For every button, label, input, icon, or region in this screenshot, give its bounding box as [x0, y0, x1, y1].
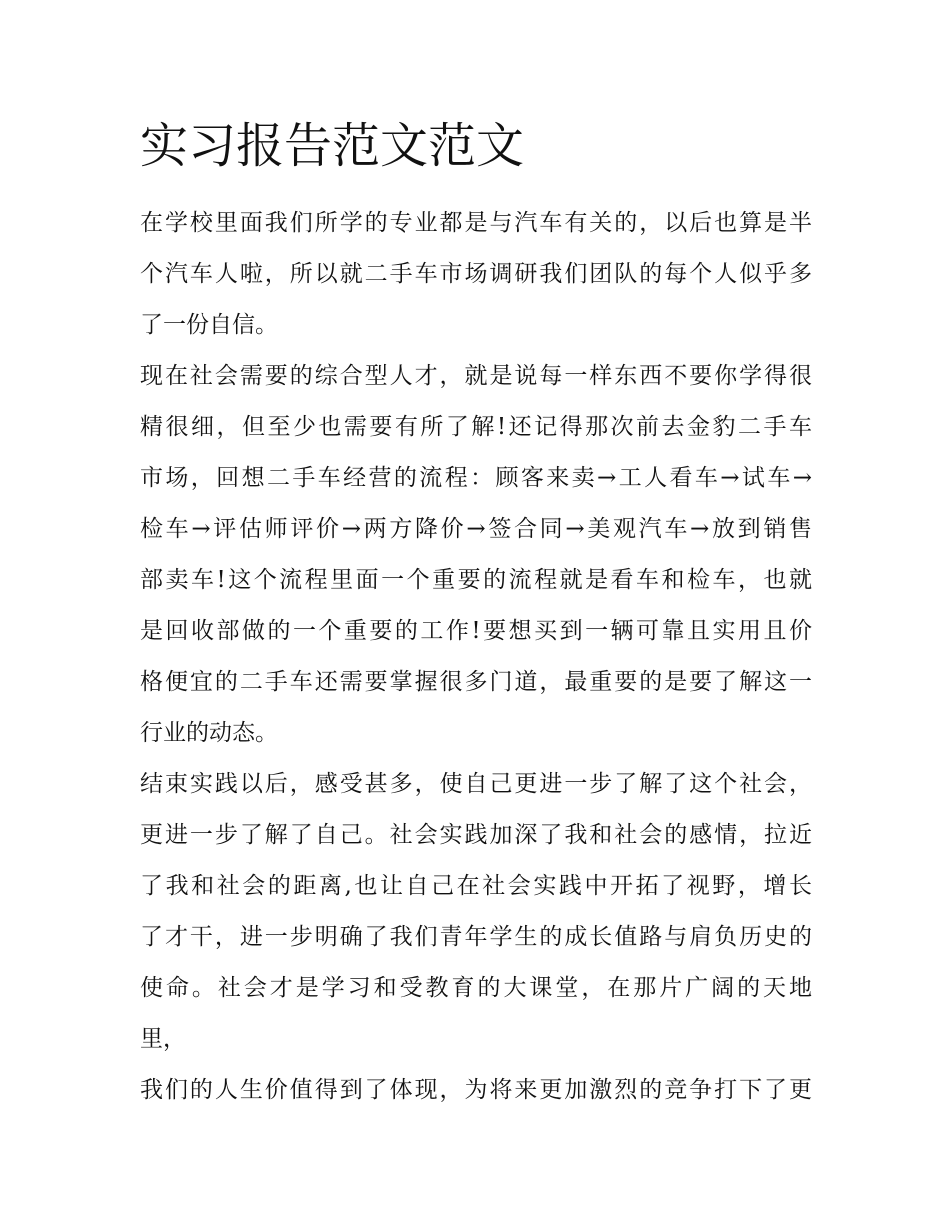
body-line: 行业的动态。 [140, 720, 278, 746]
body-line: 精很细，但至少也需要有所了解!还记得那次前去金豹二手车 [140, 414, 812, 440]
body-line: 检车→评估师评价→两方降价→签合同→美观汽车→放到销售 [140, 516, 812, 542]
body-line: 里， [140, 1026, 186, 1052]
document-body [140, 200, 812, 1118]
document-title: 实习报告范文范文 [140, 118, 525, 174]
body-line: 了才干，进一步明确了我们青年学生的成长值路与肩负历史的 [140, 924, 812, 950]
body-line: 现在社会需要的综合型人才，就是说每一样东西不要你学得很 [140, 363, 812, 389]
body-line: 了我和社会的距离,也让自己在社会实践中开拓了视野，增长 [140, 873, 812, 899]
body-line: 是回收部做的一个重要的工作!要想买到一辆可靠且实用且价 [140, 618, 812, 644]
body-line: 结束实践以后，感受甚多，使自己更进一步了解了这个社会， [140, 771, 812, 797]
body-line: 市场，回想二手车经营的流程：顾客来卖→工人看车→试车→ [140, 465, 812, 491]
body-line: 使命。社会才是学习和受教育的大课堂，在那片广阔的天地 [140, 975, 812, 1001]
body-line: 更进一步了解了自己。社会实践加深了我和社会的感情，拉近 [140, 822, 812, 848]
body-line: 个汽车人啦，所以就二手车市场调研我们团队的每个人似乎多 [140, 261, 812, 287]
body-line: 部卖车!这个流程里面一个重要的流程就是看车和检车，也就 [140, 567, 812, 593]
body-line: 格便宜的二手车还需要掌握很多门道，最重要的是要了解这一 [140, 669, 812, 695]
body-line: 在学校里面我们所学的专业都是与汽车有关的，以后也算是半 [140, 210, 812, 236]
body-line: 了一份自信。 [140, 312, 278, 338]
body-line: 我们的人生价值得到了体现，为将来更加激烈的竞争打下了更 [140, 1077, 812, 1103]
